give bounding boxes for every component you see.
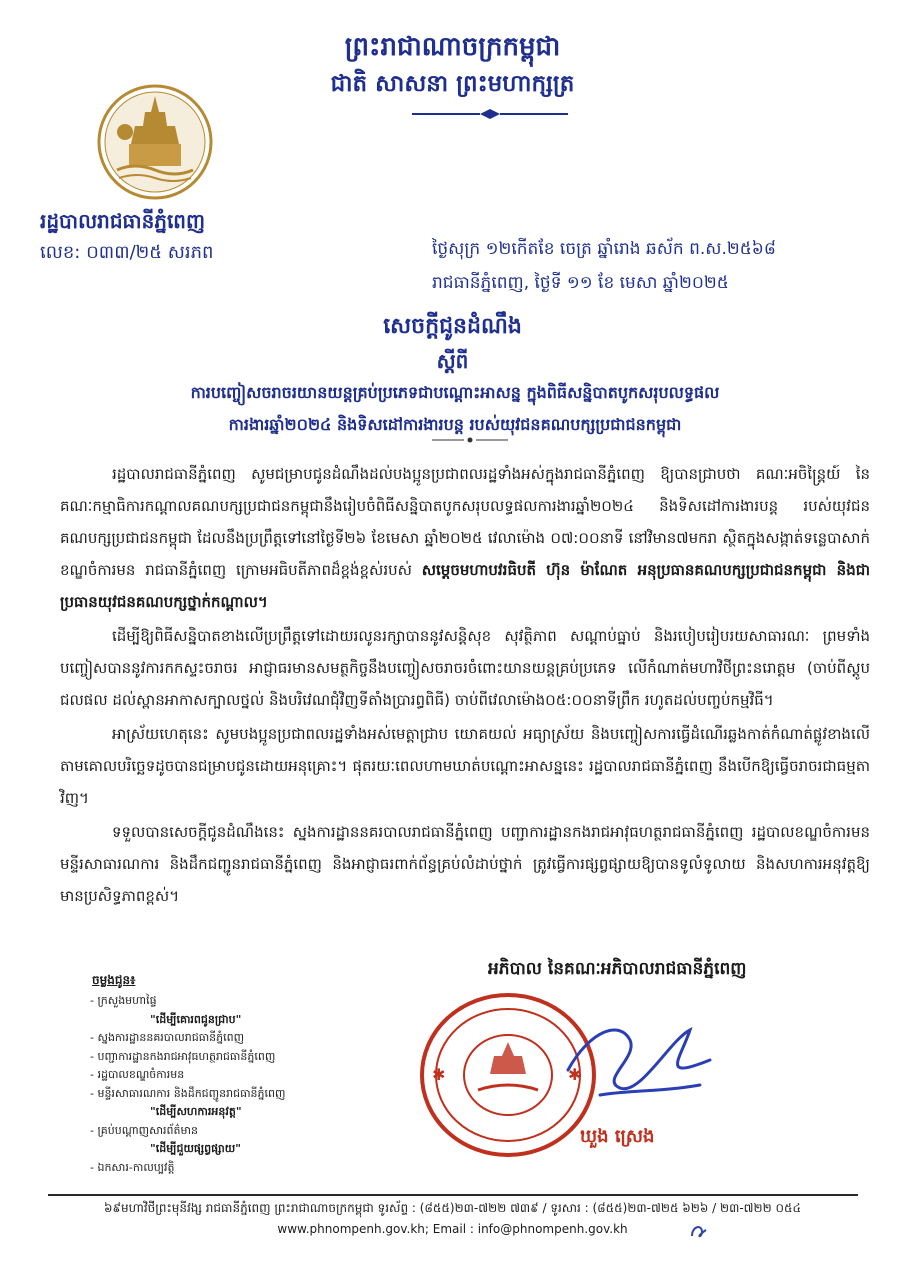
phnom-penh-city-emblem-icon [95,82,215,202]
paragraph-2: ដើម្បីឱ្យពិធីសន្និបាតខាងលើប្រព្រឹត្តទៅដោយរលូនរក្សាបាននូវសន្តិសុខ សុវត្ថិភាព សណ្តាប់ធ្នាប់ និងរបៀបរៀបរយសាធារណៈ ព្រមទាំងបញ្ចៀសបាននូវការកកស្ទះចរាចរ អាជ្ញាធរមានសមត្ថកិច្ចនឹងបញ្ចៀសចរាចរចំពោះយានយន្តគ្រប់ប្រភេទ លើកំណាត់មហាវិថីព្រះនរោត្តម (ចាប់ពីស្តូបជលផល ដល់ស្ពានអាកាសក្បាលថ្នល់ និងបរិវេណជុំវិញទីតាំងប្រារព្ធពិធី) ចាប់ពីវេលាម៉ោង០៥:០០នាទីព្រឹក រហូតដល់បញ្ចប់កម្មវិធី។ [60,627,870,709]
kingdom-heading: ព្រះរាជាណាចក្រកម្ពុជា [344,32,561,62]
national-motto: ជាតិ សាសនា ព្រះមហាក្សត្រ [330,71,575,97]
subject-line-2: ការងារឆ្នាំ២០២៤ និងទិសដៅការងារបន្ត របស់យុវជនគណបក្សប្រជាជនកម្ពុជា [228,415,682,434]
reference-number: លេខ: ០៣៣/២៥ សរភព [40,242,214,263]
ornament-divider-icon [410,108,570,120]
svg-text:✱: ✱ [568,1065,582,1084]
initials-mark-icon [688,1222,710,1240]
recipient-item: - ស្នងការដ្ឋាននគរបាលរាជធានីភ្នំពេញ [90,1031,245,1044]
recipient-item: - រដ្ឋបាលខណ្ឌចំការមន [90,1068,185,1081]
paragraph-4: ទទួលបានសេចក្តីជូនដំណឹងនេះ ស្នងការដ្ឋាននគរបាលរាជធានីភ្នំពេញ បញ្ជាការដ្ឋានកងរាជអាវុធហត្ថរាជធានីភ្នំពេញ រដ្ឋបាលខណ្ឌចំការមន មន្ទីរសាធារណការ និងដឹកជញ្ជូនរាជធានីភ្នំពេញ និងអាជ្ញាធរពាក់ព័ន្ធគ្រប់លំដាប់ថ្នាក់ ត្រូវធ្វើការផ្សព្វផ្សាយឱ្យបានទូលំទូលាយ និងសហការអនុវត្តឱ្យមានប្រសិទ្ធភាពខ្ពស់។ [60,823,870,905]
recipients-list [90,992,285,1177]
handwritten-signature-icon [560,1000,720,1110]
recipient-item: - ឯកសារ-កាលប្បវត្តិ [90,1160,175,1174]
subject-line-1: ការបញ្ចៀសចរាចរយានយន្តគ្រប់ប្រភេទជាបណ្តោះអាសន្ន ក្នុងពិធីសន្និបាតបូកសរុបលទ្ធផល [190,383,720,402]
notice-body [60,458,870,914]
svg-text:✱: ✱ [432,1065,446,1084]
signatory-name: ឃួង ស្រេង [580,1126,655,1147]
footer-divider [48,1194,858,1196]
paragraph-1 [60,458,870,618]
paragraph-1-dignitary: សម្តេចមហាបវរធិបតី ហ៊ុន ម៉ាណែត អនុប្រធានគណបក្សប្រជាជនកម្ពុជា និងជាប្រធានយុវជនគណបក្សថ្នាក់កណ្តាល។ [60,561,871,611]
issuing-office: រដ្ឋបាលរាជធានីភ្នំពេញ [40,209,206,233]
lunar-date: ថ្ងៃសុក្រ ១២កើតខែ ចេត្រ ឆ្នាំរោង ឆស័ក ព.ស.២៥៦៨ [432,239,776,259]
document-title: សេចក្តីជូនដំណឹង [383,314,522,339]
footer-contact: www.phnompenh.gov.kh; Email : info@phnompenh.gov.kh [277,1222,628,1236]
paragraph-3: អាស្រ័យហេតុនេះ សូមបងប្អូនប្រជាពលរដ្ឋទាំងអស់មេត្តាជ្រាប យោគយល់ អធ្យាស្រ័យ និងបញ្ចៀសការធ្វើដំណើរឆ្លងកាត់កំណាត់ផ្លូវខាងលើ តាមគោលបរិច្ឆេទដូចបានជម្រាបជូនដោយអនុគ្រោះ។ ផុតរយៈពេលហាមឃាត់បណ្តោះអាសន្ននេះ រដ្ឋបាលរាជធានីភ្នំពេញ នឹងបើកឱ្យធ្វើចរាចរជាធម្មតាវិញ។ [60,725,870,807]
recipient-note: "ដើម្បីសហការអនុវត្ត" [150,1105,242,1118]
recipients-title: ចម្លងជូន៖ [92,973,136,987]
recipient-item: - មន្ទីរសាធារណការ និងដឹកជញ្ជូនរាជធានីភ្នំពេញ [90,1086,286,1100]
recipient-note: "ដើម្បីជួយផ្សព្វផ្សាយ" [150,1142,241,1155]
document-about: ស្តីពី [436,349,469,373]
signatory-title: អភិបាល នៃគណៈអភិបាលរាជធានីភ្នំពេញ [488,959,747,979]
solar-date: រាជធានីភ្នំពេញ, ថ្ងៃទី ១១ ខែ មេសា ឆ្នាំ២០២៥ [432,273,729,293]
footer-address: ៦៩មហាវិថីព្រះមុនីវង្ស រាជធានីភ្នំពេញ ព្រះរាជាណាចក្រកម្ពុជា ទូរស័ព្ទ : (៨៥៥)២៣-៧២២ ៧៣៩ / ទូរសារ : (៨៥៥)២៣-៧២៥ ៦២៦ / ២៣-៧២២ ០៥៤ [104,1201,801,1215]
paragraph-1-text: រដ្ឋបាលរាជធានីភ្នំពេញ សូមជម្រាបជូនដំណឹងដល់បងប្អូនប្រជាពលរដ្ឋទាំងអស់ក្នុងរាជធានីភ្នំពេញ ឱ្យបានជ្រាបថា គណៈអចិន្ត្រៃយ៍ នៃគណៈកម្មាធិការកណ្តាលគណបក្សប្រជាជនកម្ពុជានឹងរៀបចំពិធីសន្និបាតបូកសរុបលទ្ធផលការងារឆ្នាំ២០២៤ និងទិសដៅការងារបន្ត របស់យុវជនគណបក្សប្រជាជនកម្ពុជា ដែលនឹងប្រព្រឹត្តទៅនៅថ្ងៃទី២៦ ខែមេសា ឆ្នាំ២០២៥ វេលាម៉ោង ០៧:០០នាទី នៅវិមាន៧មករា ស្ថិតក្នុងសង្កាត់ទន្លេបាសាក់ ខណ្ឌចំការមន រាជធានីភ្នំពេញ ក្រោមអធិបតីភាពដ៏ខ្ពង់ខ្ពស់របស់ [60,465,870,579]
recipient-item: - បញ្ជាការដ្ឋានកងរាជអាវុធហត្ថរាជធានីភ្នំពេញ [90,1049,276,1063]
small-divider-icon [430,436,510,444]
recipient-item: - ក្រសួងមហាផ្ទៃ [90,994,157,1007]
recipient-note: "ដើម្បីគោរពជូនជ្រាប" [150,1012,242,1026]
recipient-item: - គ្រប់បណ្តាញសារព័ត៌មាន [90,1123,198,1137]
